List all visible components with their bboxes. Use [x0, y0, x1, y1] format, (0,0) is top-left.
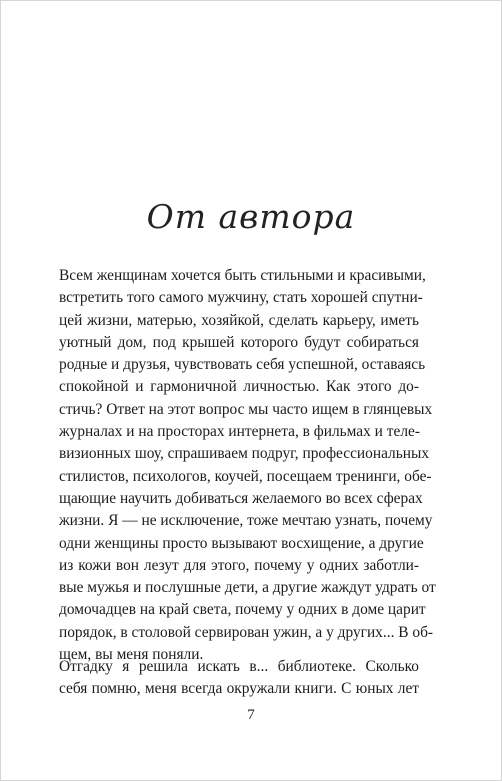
text-line: встретить того самого мужчину, стать хорошей спутни- — [59, 289, 423, 307]
text-line: одни женщины просто вызывают восхищение, а другие — [59, 534, 424, 552]
paragraph-1 — [59, 265, 436, 666]
paragraph-2 — [59, 656, 419, 701]
text-line: цей жизни, матерью, хозяйкой, сделать карьеру, иметь — [59, 311, 419, 329]
text-line: Всем женщинам хочется быть стильными и красивыми, — [59, 267, 426, 284]
text-line: визионных шоу, спрашиваем подруг, профессиональных — [59, 445, 430, 463]
page-number: 7 — [247, 707, 255, 723]
text-line: вые мужья и послушные дети, а другие жаждут удрать от — [59, 579, 436, 597]
chapter-title: От автора — [146, 197, 356, 236]
text-line: стичь? Ответ на этот вопрос мы часто ищем в глянцевых — [59, 400, 433, 418]
text-line: щем, вы меня поняли. — [59, 646, 204, 664]
text-line: домочадцев на край света, почему у одних в доме царит — [59, 601, 426, 619]
text-line: родные и друзья, чувствовать себя успешной, оставаясь — [59, 356, 426, 374]
text-line: щающие научить добиваться желаемого во всех сферах — [59, 489, 423, 507]
text-line: журналах и на просторах интернета, в фильмах и теле- — [59, 423, 420, 441]
text-line: Отгадку я решила искать в... библиотеке. Сколько — [59, 658, 419, 675]
text-line: себя помню, меня всегда окружали книги. С юных лет — [59, 680, 419, 698]
text-line: спокойной и гармоничной личностью. Как этого до- — [59, 378, 419, 396]
text-line: из кожи вон лезут для этого, почему у одних заботли- — [59, 556, 419, 574]
text-line: жизни. Я — не исключение, тоже мечтаю узнать, почему — [59, 512, 433, 530]
text-line: порядок, в столовой сервирован ужин, а у других... В об- — [59, 623, 434, 641]
text-line: стилистов, психологов, коучей, посещаем тренинги, обе- — [59, 467, 432, 485]
text-line: уютный дом, под крышей которого будут собираться — [59, 333, 419, 351]
